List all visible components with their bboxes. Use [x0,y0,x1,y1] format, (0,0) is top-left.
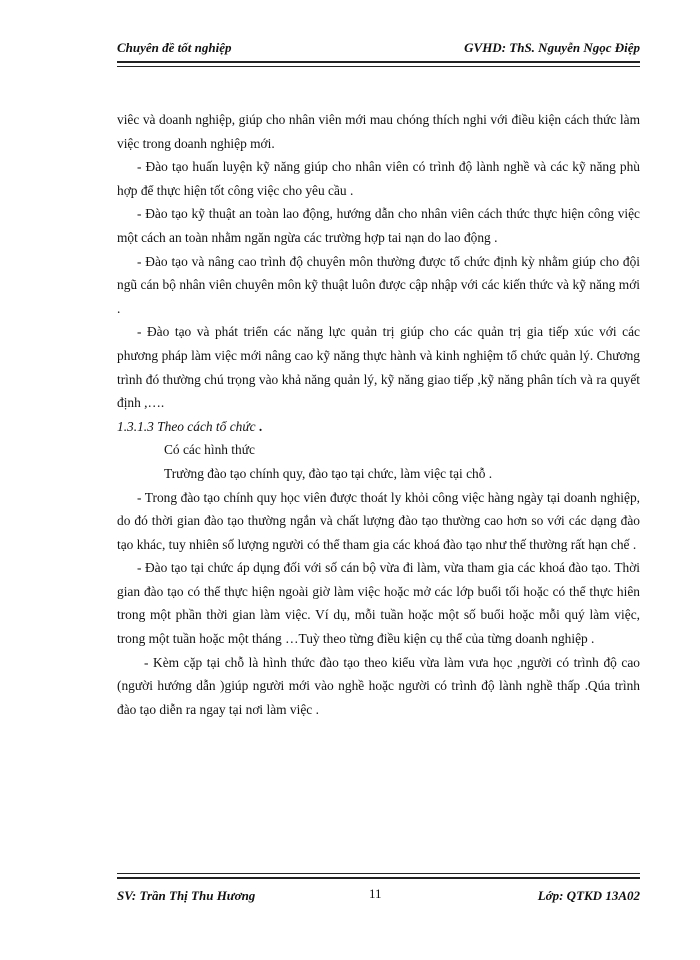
bullet-paragraph: - Đào tạo và phát triển các năng lực quản trị giúp cho các quản trị gia tiếp xúc với các phương pháp làm việc mới nâng cao kỹ năng thực hành và kinh nghiệm tổ chức quản lý. Chương trình đó thường chú trọng vào khả năng quản lý, kỹ năng giao tiếp ,kỹ năng phân tích và ra quyết định ,…. [117,324,640,411]
section-heading-text: 1.3.1.3 Theo cách tổ chức [117,418,256,434]
bullet-paragraph: - Đào tạo kỹ thuật an toàn lao động, hướng dẫn cho nhân viên cách thức thực hiện công việc một cách an toàn nhằm ngăn ngừa các trường hợp tai nạn do lao động . [117,206,640,245]
header-advisor: GVHD: ThS. Nguyễn Ngọc Điệp [464,40,640,55]
footer-rule-thin [117,873,640,874]
header-title: Chuyên đề tốt nghiệp [117,40,232,55]
footer-class: Lớp: QTKD 13A02 [537,888,640,903]
bullet-paragraph: - Đào tạo huấn luyện kỹ năng giúp cho nhân viên có trình độ lành nghề và các kỹ năng phù hợp để thực hiện tốt công việc cho yêu cầu . [117,159,640,198]
header-rule-thin [117,66,640,67]
footer-rule-thick [117,877,640,879]
section-heading-suffix: . [255,418,263,434]
page-number: 11 [369,886,382,901]
forms-intro: Có các hình thức [164,442,255,458]
bullet-paragraph: - Kèm cặp tại chỗ là hình thức đào tạo theo kiểu vừa làm vưa học ,người có trình độ cao (người hướng dẫn )giúp người mới vào nghề hoặc người có trình độ lành nghề thấp .Qúa trình đào tạo diễn ra ngay tại nơi làm việc . [117,654,640,717]
body-text [117,108,640,721]
forms-list: Trường đào tạo chính quy, đào tạo tại chức, làm việc tại chỗ . [164,465,493,481]
footer-student: SV: Trần Thị Thu Hương [117,888,256,903]
section-heading [117,415,640,439]
bullet-paragraph: - Đào tạo và nâng cao trình độ chuyên môn thường được tổ chức định kỳ nhằm giúp cho đội ngũ cán bộ nhân viên chuyên môn kỹ thuật luôn được cập nhập với các kiến thức và kỹ năng mới . [117,253,640,316]
bullet-paragraph: - Trong đào tạo chính quy học viên được thoát ly khỏi công việc hàng ngày tại doanh nghiệp, do đó thời gian đào tạo thường ngắn và chất lượng đào tạo thường cao hơn so với các dạng đào tạo khác, tuy nhiên số lượng người có thể tham gia các khoá đào tạo như thế thường rất hạn chế . [117,489,640,552]
paragraph: viêc và doanh nghiệp, giúp cho nhân viên mới mau chóng thích nghi với điều kiện cách thức làm việc trong doanh nghiệp mới. [117,112,640,151]
bullet-paragraph: - Đào tạo tại chức áp dụng đối với số cán bộ vừa đi làm, vừa tham gia các khoá đào tạo. Thời gian đào tạo có thể thực hiện ngoài giờ làm việc hoặc mở các lớp buổi tối hoặc có thể thực hiên trong một phần thời gian làm việc. Ví dụ, mỗi tuần hoặc một số buổi hoặc mỗi quý làm việc, trong một tuần hoặc một tháng …Tuỳ theo từng điều kiện cụ thể của từng doanh nghiệp . [117,560,640,647]
header-rule-thick [117,61,640,63]
page-header [117,40,640,56]
